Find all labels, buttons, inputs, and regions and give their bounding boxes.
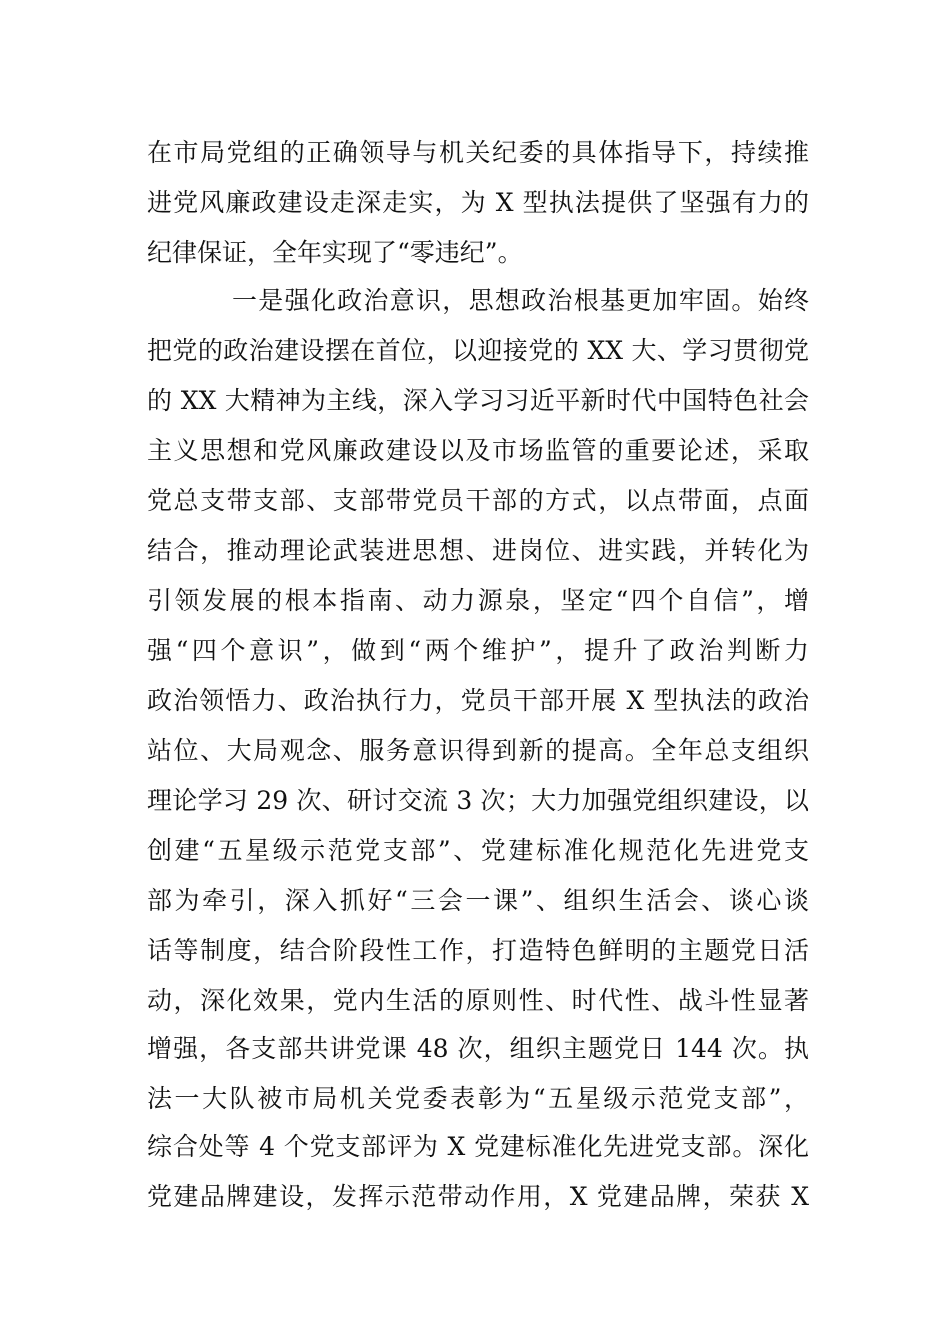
paragraph-2-line-12: 创建“五星级示范党支部”、党建标准化规范化先进党支 (147, 836, 809, 865)
paragraph-2-line-9: 政治领悟力、政治执行力，党员干部开展 X 型执法的政治 (147, 686, 809, 715)
paragraph-2-line-14: 话等制度，结合阶段性工作，打造特色鲜明的主题党日活 (147, 936, 809, 965)
paragraph-2-line-5: 党总支带支部、支部带党员干部的方式，以点带面，点面 (147, 486, 809, 515)
paragraph-2-line-19: 党建品牌建设，发挥示范带动作用，X 党建品牌，荣获 X (147, 1182, 809, 1211)
paragraph-2-line-18: 综合处等 4 个党支部评为 X 党建标准化先进党支部。深化 (147, 1132, 809, 1161)
paragraph-2-line-11: 理论学习 29 次、研讨交流 3 次；大力加强党组织建设，以 (147, 786, 809, 815)
paragraph-2-line-8: 强“四个意识”，做到“两个维护”，提升了政治判断力 (147, 636, 809, 665)
paragraph-1-line-2: 进党风廉政建设走深走实，为 X 型执法提供了坚强有力的 (147, 188, 809, 217)
paragraph-2-line-10: 站位、大局观念、服务意识得到新的提高。全年总支组织 (147, 736, 809, 765)
paragraph-2-line-6: 结合，推动理论武装进思想、进岗位、进实践，并转化为 (147, 536, 809, 565)
paragraph-2-line-13: 部为牵引，深入抓好“三会一课”、组织生活会、谈心谈 (147, 886, 809, 915)
paragraph-2-line-7: 引领发展的根本指南、动力源泉，坚定“四个自信”，增 (147, 586, 809, 615)
paragraph-2-line-2: 把党的政治建设摆在首位，以迎接党的 XX 大、学习贯彻党 (147, 336, 809, 365)
paragraph-2-line-15: 动，深化效果，党内生活的原则性、时代性、战斗性显著 (147, 986, 809, 1015)
paragraph-2-line-4: 主义思想和党风廉政建设以及市场监管的重要论述，采取 (147, 436, 809, 465)
paragraph-2-line-16: 增强，各支部共讲党课 48 次，组织主题党日 144 次。执 (147, 1034, 809, 1063)
paragraph-2-line-17: 法一大队被市局机关党委表彰为“五星级示范党支部”， (147, 1084, 809, 1113)
paragraph-2-line-1: 一是强化政治意识，思想政治根基更加牢固。始终 (232, 286, 809, 315)
paragraph-1-line-3: 纪律保证，全年实现了“零违纪”。 (147, 238, 523, 267)
paragraph-2-line-3: 的 XX 大精神为主线，深入学习习近平新时代中国特色社会 (147, 386, 809, 415)
paragraph-1-line-1: 在市局党组的正确领导与机关纪委的具体指导下，持续推 (147, 138, 809, 167)
